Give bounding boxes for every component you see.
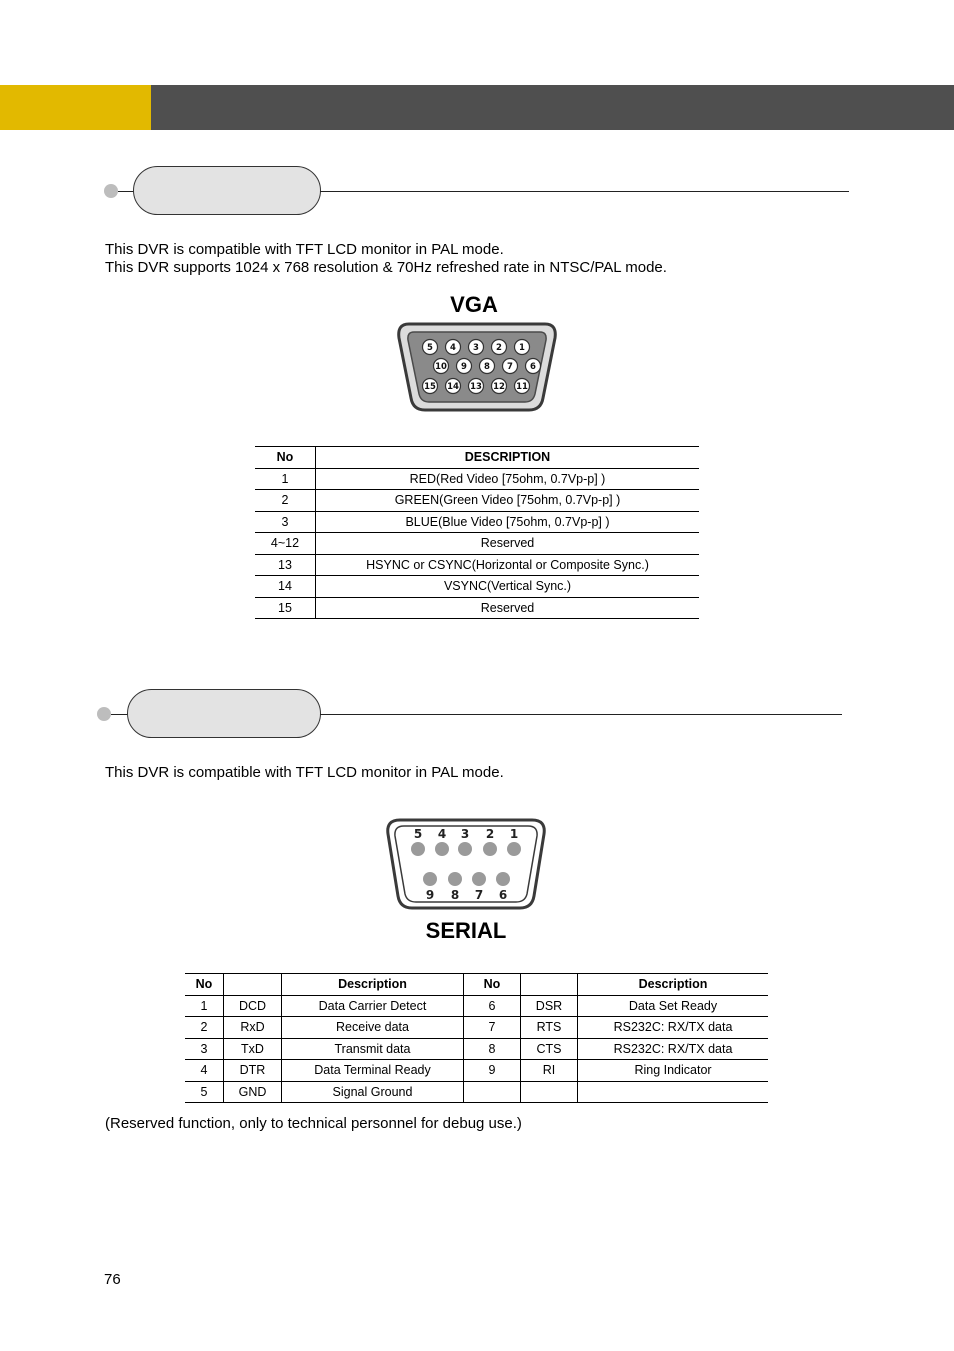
serial-pin bbox=[423, 872, 437, 886]
serial-pin bbox=[483, 842, 497, 856]
description-cell bbox=[578, 1081, 769, 1103]
table-row bbox=[185, 1017, 768, 1039]
vga-paragraph-1: This DVR is compatible with TFT LCD monitor in PAL mode. bbox=[105, 241, 504, 258]
column-header-description-2: Description bbox=[638, 977, 708, 992]
description-cell: Signal Ground bbox=[282, 1081, 464, 1103]
pin-description-cell: HSYNC or CSYNC(Horizontal or Composite Sync.) bbox=[366, 557, 649, 572]
serial-pin-label: 6 bbox=[498, 888, 508, 902]
description-cell: Data Terminal Ready bbox=[282, 1060, 464, 1082]
pin-number-cell: 4 bbox=[185, 1060, 224, 1082]
table-row bbox=[255, 597, 699, 619]
pin-number-cell: 2 bbox=[185, 1017, 224, 1039]
vga-intro bbox=[105, 241, 865, 277]
column-header-no-2: No bbox=[464, 974, 521, 996]
vga-paragraph-2: This DVR supports 1024 x 768 resolution & 70Hz refreshed rate in NTSC/PAL mode. bbox=[105, 259, 667, 276]
serial-pin-label: 5 bbox=[413, 827, 423, 841]
section-tab-vga bbox=[133, 166, 321, 215]
vga-pin-label: 7 bbox=[507, 362, 513, 372]
vga-pin-label: 11 bbox=[516, 382, 528, 392]
column-header-no: No bbox=[185, 974, 224, 996]
signal-cell: RI bbox=[521, 1060, 578, 1082]
page-number: 76 bbox=[104, 1271, 121, 1288]
vga-pin-table bbox=[255, 446, 699, 619]
serial-paragraph: This DVR is compatible with TFT LCD monitor in PAL mode. bbox=[105, 764, 504, 781]
section-rule bbox=[320, 714, 842, 715]
column-header-description: DESCRIPTION bbox=[464, 450, 551, 465]
signal-cell: DSR bbox=[521, 995, 578, 1017]
serial-pin bbox=[435, 842, 449, 856]
section-tab-serial bbox=[127, 689, 321, 738]
pin-number-cell bbox=[464, 1081, 521, 1103]
table-header-row bbox=[255, 447, 699, 469]
table-row bbox=[185, 995, 768, 1017]
signal-cell: RxD bbox=[224, 1017, 282, 1039]
serial-connector-icon bbox=[384, 816, 548, 912]
serial-pin bbox=[496, 872, 510, 886]
vga-pin-label: 9 bbox=[461, 362, 467, 372]
vga-connector-label: VGA bbox=[450, 292, 498, 317]
signal-cell: RTS bbox=[521, 1017, 578, 1039]
pin-number-cell: 13 bbox=[255, 554, 316, 576]
section-bullet-icon bbox=[97, 707, 111, 721]
vga-pin-label: 8 bbox=[484, 362, 490, 372]
vga-pin-label: 6 bbox=[530, 362, 536, 372]
serial-pin bbox=[411, 842, 425, 856]
signal-cell bbox=[521, 1081, 578, 1103]
table-row bbox=[185, 1038, 768, 1060]
column-header-signal-2 bbox=[521, 974, 578, 996]
signal-cell: CTS bbox=[521, 1038, 578, 1060]
section-rule-left bbox=[111, 714, 128, 715]
pin-number-cell: 6 bbox=[464, 995, 521, 1017]
vga-pin-label: 12 bbox=[493, 382, 505, 392]
description-cell: RS232C: RX/TX data bbox=[613, 1041, 733, 1056]
table-row bbox=[255, 490, 699, 512]
vga-pin-label: 4 bbox=[450, 343, 456, 353]
serial-pin-label: 4 bbox=[437, 827, 447, 841]
vga-pin-label: 13 bbox=[470, 382, 482, 392]
signal-cell: DTR bbox=[224, 1060, 282, 1082]
serial-pin bbox=[507, 842, 521, 856]
vga-connector-icon bbox=[395, 320, 559, 414]
column-header-description: Description bbox=[282, 974, 464, 996]
serial-pin-label: 7 bbox=[474, 888, 484, 902]
vga-pin-label: 1 bbox=[519, 343, 525, 353]
table-row bbox=[255, 511, 699, 533]
table-row bbox=[255, 576, 699, 598]
pin-number-cell: 3 bbox=[185, 1038, 224, 1060]
serial-pin-table bbox=[185, 973, 768, 1103]
pin-description-cell: GREEN(Green Video [75ohm, 0.7Vp-p] ) bbox=[394, 493, 621, 508]
pin-number-cell: 15 bbox=[255, 597, 316, 619]
section-bullet-icon bbox=[104, 184, 118, 198]
table-row bbox=[185, 1060, 768, 1082]
table-header-row bbox=[185, 974, 768, 996]
pin-number-cell: 1 bbox=[255, 468, 316, 490]
signal-cell: GND bbox=[224, 1081, 282, 1103]
pin-number-cell: 4~12 bbox=[255, 533, 316, 555]
vga-pin-label: 14 bbox=[447, 382, 459, 392]
vga-pin-label: 5 bbox=[427, 343, 433, 353]
description-cell: Transmit data bbox=[282, 1038, 464, 1060]
pin-description-cell: Reserved bbox=[480, 536, 535, 551]
pin-description-cell: RED(Red Video [75ohm, 0.7Vp-p] ) bbox=[409, 471, 606, 486]
section-rule-left bbox=[118, 191, 134, 192]
description-cell: Ring Indicator bbox=[634, 1063, 712, 1078]
serial-pin-label: 8 bbox=[450, 888, 460, 902]
pin-number-cell: 1 bbox=[185, 995, 224, 1017]
pin-number-cell: 2 bbox=[255, 490, 316, 512]
serial-connector-label: SERIAL bbox=[425, 918, 507, 943]
serial-pin-label: 2 bbox=[485, 827, 495, 841]
serial-pin bbox=[472, 872, 486, 886]
signal-cell: TxD bbox=[224, 1038, 282, 1060]
pin-description-cell: BLUE(Blue Video [75ohm, 0.7Vp-p] ) bbox=[405, 514, 610, 529]
serial-pin bbox=[448, 872, 462, 886]
pin-number-cell: 14 bbox=[255, 576, 316, 598]
pin-description-cell: Reserved bbox=[480, 600, 535, 615]
signal-cell: DCD bbox=[224, 995, 282, 1017]
description-cell: Receive data bbox=[282, 1017, 464, 1039]
table-row bbox=[255, 533, 699, 555]
header-accent-bar bbox=[0, 85, 151, 130]
vga-pin-label: 2 bbox=[496, 343, 502, 353]
pin-number-cell: 5 bbox=[185, 1081, 224, 1103]
vga-pin-label: 10 bbox=[435, 362, 447, 372]
pin-number-cell: 7 bbox=[464, 1017, 521, 1039]
table-row bbox=[185, 1081, 768, 1103]
serial-pin-label: 3 bbox=[460, 827, 470, 841]
serial-pin-label: 1 bbox=[509, 827, 519, 841]
pin-description-cell: VSYNC(Vertical Sync.) bbox=[443, 579, 572, 594]
pin-number-cell: 9 bbox=[464, 1060, 521, 1082]
pin-number-cell: 8 bbox=[464, 1038, 521, 1060]
serial-pin-label: 9 bbox=[425, 888, 435, 902]
footnote: (Reserved function, only to technical personnel for debug use.) bbox=[105, 1115, 522, 1132]
column-header-no: No bbox=[255, 447, 316, 469]
vga-pin-label: 15 bbox=[424, 382, 436, 392]
table-row bbox=[255, 468, 699, 490]
pin-number-cell: 3 bbox=[255, 511, 316, 533]
vga-pin-label: 3 bbox=[473, 343, 479, 353]
table-row bbox=[255, 554, 699, 576]
serial-pin bbox=[458, 842, 472, 856]
description-cell: Data Set Ready bbox=[628, 998, 718, 1013]
header-bar bbox=[151, 85, 954, 130]
section-rule bbox=[320, 191, 849, 192]
column-header-signal bbox=[224, 974, 282, 996]
description-cell: Data Carrier Detect bbox=[282, 995, 464, 1017]
description-cell: RS232C: RX/TX data bbox=[613, 1020, 733, 1035]
